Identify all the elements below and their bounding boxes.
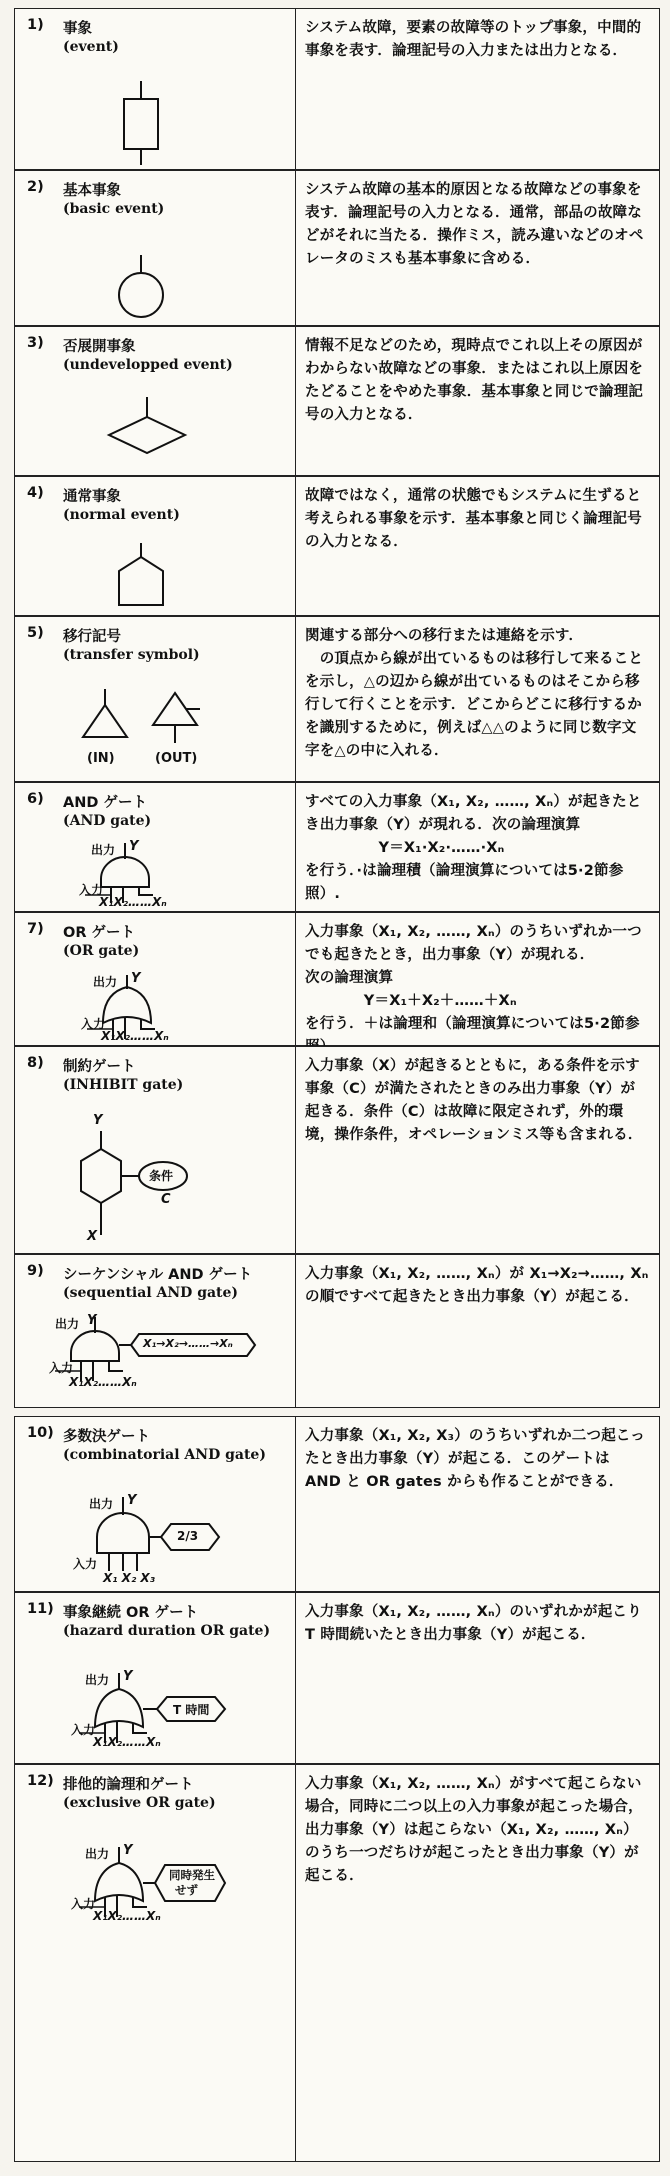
output-y: Y [93,1113,103,1128]
symbol-cell [15,9,296,169]
description: システム故障の基本的原因となる故障などの事象を表す．論理記号の入力となる．通常，部品の故障などがそれに当たる．操作ミス，読み違いなどのオペレータのミスも基本事象に含める． [305,182,644,267]
table-row [14,1592,660,1764]
row-number: 6) [27,791,44,807]
table-row [14,1416,660,1592]
output-label: 出力 [89,1497,114,1511]
output-y: Y [87,1313,97,1328]
description: システム故障，要素の故障等のトップ事象，中間的事象を表す．論理記号の入力または出力となる． [305,20,642,59]
row-number: 3) [27,335,44,351]
input-xs: X₁X₂……Xₙ [99,895,167,909]
description: すべての入力事象（X₁, X₂, ……, Xₙ）が起きたとき出力事象（Y）が現れる．次の論理演算 Y＝X₁·X₂·……·Xₙ を行う．·は論理積（論理演算については5·2節参照）. [305,794,642,902]
table-row [14,170,660,326]
ratio-label: 2/3 [177,1529,199,1543]
input-label: 入力 [71,1723,96,1737]
row-number: 7) [27,921,44,937]
symbol-name-ja: 排他的論理和ゲート [63,1777,194,1793]
event-rectangle-icon [15,9,295,171]
symbol-name-ja: 事象 [63,21,92,37]
exclusive-label-1: 同時発生 [169,1868,215,1882]
symbol-name-en: (sequential AND gate) [63,1285,239,1301]
table-row [14,912,660,1046]
symbol-name-ja: 多数決ゲート [63,1429,150,1445]
table-row [14,326,660,476]
row-number: 1) [27,17,44,33]
symbol-name-en: (OR gate) [63,943,140,959]
duration-label: T 時間 [173,1703,210,1717]
output-y: Y [123,1669,133,1684]
condition-label: 条件 [149,1169,174,1183]
sequential-and-gate-icon [15,1255,295,1409]
symbol-cell [15,1047,296,1253]
label-in: (IN) [87,751,115,766]
exclusive-label-2: せず [175,1883,198,1897]
row-number: 11) [27,1601,54,1617]
symbol-cell [15,171,296,325]
symbol-cell [15,617,296,781]
input-xs: X₁X₂……Xₙ [93,1735,161,1749]
table-row [14,1764,660,2162]
symbol-name-ja: 移行記号 [63,629,121,645]
input-xs: X₁ X₂ X₃ [103,1571,155,1585]
row-number: 2) [27,179,44,195]
symbol-name-en: (basic event) [63,201,165,217]
input-x: X [87,1229,98,1244]
output-label: 出力 [85,1847,110,1861]
description: 入力事象（X₁, X₂, ……, Xₙ）が X₁→X₂→……, Xₙ の順ですべて起きたとき出力事象（Y）が起こる． [305,1266,654,1305]
description: 入力事象（X）が起きるとともに，ある条件を示す事象（C）が満たされたときのみ出力事象（Y）が起きる．条件（C）は故障に限定されず，外的環境，操作条件，オペレーションミス等も含まれる． [305,1058,643,1143]
output-label: 出力 [91,843,116,857]
description: 入力事象（X₁, X₂, ……, Xₙ）がすべて起こらない場合，同時に二つ以上の入力事象が起こった場合，出力事象（Y）は起こらない（X₁, X₂, ……, Xₙ）のうち一つだちけが起こったとき出力事象（Y）が起こる． [305,1776,643,1884]
table-row [14,1254,660,1408]
symbol-cell [15,783,296,911]
symbol-name-ja: シーケンシャル AND ゲート [63,1267,253,1283]
symbol-name-ja: 基本事象 [63,183,121,199]
symbol-name-en: (transfer symbol) [63,647,200,663]
row-number: 8) [27,1055,44,1071]
condition-c: C [161,1192,171,1207]
output-y: Y [129,839,139,854]
symbol-name-en: (combinatorial AND gate) [63,1447,266,1463]
symbol-name-ja: 通常事象 [63,489,121,505]
symbol-cell [15,1765,296,2161]
symbol-name-en: (INHIBIT gate) [63,1077,184,1093]
input-xs: X₁X₂……Xₙ [69,1375,137,1389]
symbol-name-ja: OR ゲート [63,925,136,941]
symbol-name-ja: 否展開事象 [63,339,136,355]
input-label: 入力 [81,1017,106,1031]
basic-event-circle-icon [15,171,295,327]
input-label: 入力 [71,1897,96,1911]
output-label: 出力 [55,1317,80,1331]
table-row [14,616,660,782]
description: 入力事象（X₁, X₂, ……, Xₙ）のうちいずれか一つでも起きたとき，出力事象（Y）が現れる． 次の論理演算 Y＝X₁＋X₂＋……＋Xₙ を行う．＋は論理和（論理演算については5·2節参 [305,924,642,1032]
symbol-name-en: (exclusive OR gate) [63,1795,216,1811]
symbol-name-en: (AND gate) [63,813,152,829]
symbol-cell [15,913,296,1045]
input-xs: X₁X₂……Xₙ [93,1909,161,1923]
description: 入力事象（X₁, X₂, ……, Xₙ）のいずれかが起こり T 時間続いたとき出力事象（Y）が起こる． [305,1604,648,1643]
symbol-cell [15,1417,296,1591]
symbol-name-ja: 事象継続 OR ゲート [63,1605,199,1621]
symbol-cell [15,327,296,475]
symbol-name-ja: 制約ゲート [63,1059,136,1075]
input-label: 入力 [73,1557,98,1571]
label-out: (OUT) [155,751,198,766]
table-row [14,782,660,912]
row-number: 5) [27,625,44,641]
and-gate-icon [15,783,295,913]
description: 関連する部分への移行または連絡を示す． の頂点から線が出ているものは移行して来ることを示し，△の辺から線が出ているものはそこから移行して行くことを示す．どこからどこに移行するかを識別するために，例えば△△のように同じ数字文字を△の中に入れる． [305,628,644,759]
undeveloped-event-diamond-icon [15,327,295,477]
exclusive-or-gate-icon [15,1765,295,2163]
input-label: 入力 [79,883,104,897]
row-number: 12) [27,1773,54,1789]
table-row [14,1046,660,1254]
output-label: 出力 [85,1673,110,1687]
output-label: 出力 [93,975,118,989]
description: 情報不足などのため，現時点でこれ以上その原因がわからない故障などの事象．またはこれ以上原因をたどることをやめた事象．基本事象と同じで論理記号の入力となる． [305,338,644,423]
sequence-label: X₁→X₂→……→Xₙ [143,1337,233,1350]
row-number: 10) [27,1425,54,1441]
row-number: 9) [27,1263,44,1279]
normal-event-house-icon [15,477,295,617]
description: 入力事象（X₁, X₂, X₃）のうちいずれか二つ起こったとき出力事象（Y）が起こる．このゲートは AND と OR gates からも作ることができる． [305,1428,646,1490]
symbol-name-en: (undevelopped event) [63,357,233,373]
output-y: Y [131,971,141,986]
input-xs: X₁X₂……Xₙ [101,1029,169,1043]
table-row [14,8,660,170]
symbol-cell [15,477,296,615]
output-y: Y [127,1493,137,1508]
symbol-cell [15,1593,296,1763]
description: 故障ではなく，通常の状態でもシステムに生ずると考えられる事象を示す．基本事象と同じく論理記号の入力となる． [305,488,642,550]
symbol-name-en: (normal event) [63,507,180,523]
symbol-name-ja: AND ゲート [63,795,147,811]
majority-gate-icon [15,1417,295,1593]
row-number: 4) [27,485,44,501]
inhibit-gate-hexagon-icon [15,1047,295,1255]
symbol-name-en: (event) [63,39,119,55]
input-label: 入力 [49,1361,74,1375]
table-row [14,476,660,616]
output-y: Y [123,1843,133,1858]
symbol-name-en: (hazard duration OR gate) [63,1623,271,1639]
or-gate-icon [15,913,295,1047]
symbol-cell [15,1255,296,1407]
